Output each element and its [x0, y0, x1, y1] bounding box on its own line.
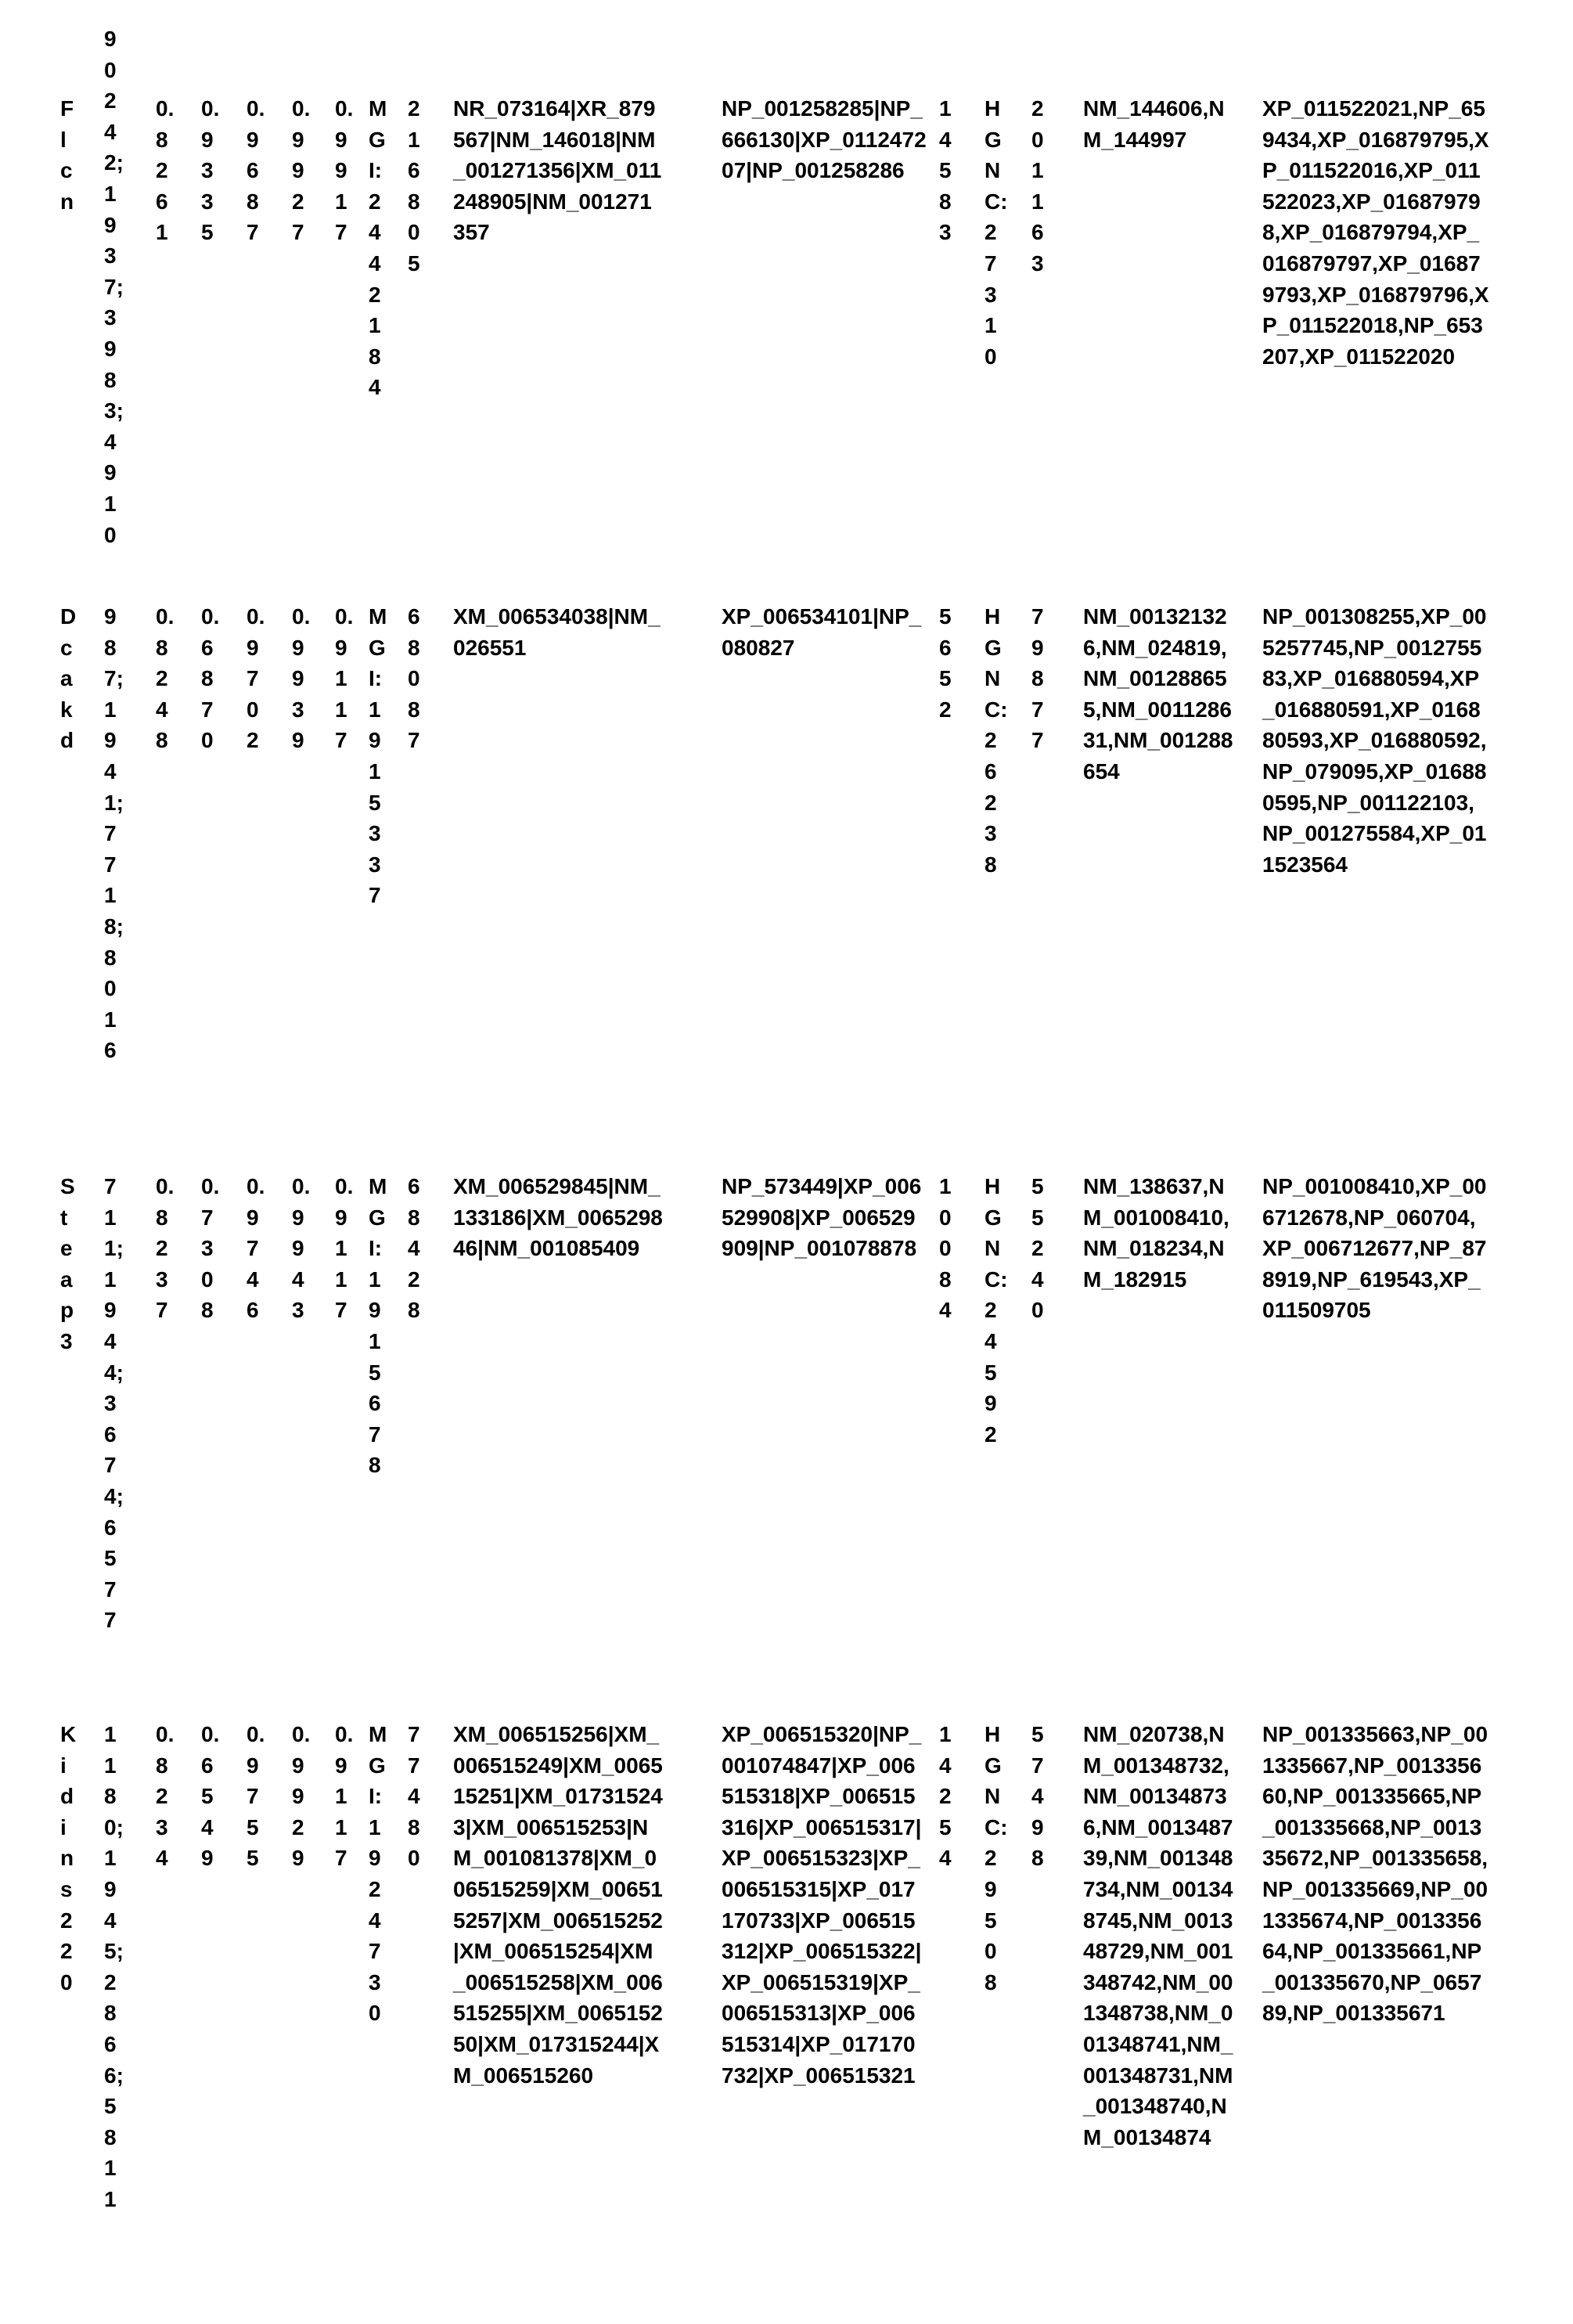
transcript-ids: XM_006515256|XM_006515249|XM_006515251|XM_017315243|XM_006515253|NM_001081378|XM_006515259|XM_006515257|XM_006515252|XM_006515254|XM_006515258|XM_006515255|XM_006515250|XM_017315244|XM_006515260 — [453, 1719, 663, 2091]
protein-ids: XP_006515320|NP_001074847|XP_006515318|XP_006515316|XP_006515317|XP_006515323|XP_006515315|XP_017170733|XP_006515312|XP_006515322|XP_006515319|XP_006515313|XP_006515314|XP_017170732|XP_006515321 — [722, 1719, 927, 2091]
human-gene-id: 57498 — [1031, 1719, 1041, 1874]
transcript-ids: XM_006534038|NM_026551 — [453, 601, 663, 663]
human-gene-id: 79877 — [1031, 601, 1041, 756]
gene-symbol: Flcn — [60, 93, 70, 217]
human-number: 14583 — [939, 93, 948, 248]
human-protein-ids: NP_001308255,XP_005257745,NP_001275583,XP_016880594,XP_016880591,XP_016880593,XP_016880592,NP_079095,XP_016880595,NP_001122103,NP_001275584,XP_011523564 — [1262, 601, 1489, 880]
score: 0.9117 — [335, 1171, 344, 1326]
gene-symbol: Kidins220 — [60, 1719, 70, 1998]
protein-ids: NP_001258285|NP_666130|XP_011247207|NP_001258286 — [722, 93, 927, 186]
gene-id: 68087 — [408, 601, 417, 756]
gene-symbol: Dcakd — [60, 601, 70, 756]
human-gene-id: 55240 — [1031, 1171, 1041, 1326]
score: 0.9746 — [247, 1171, 256, 1326]
score: 0.9335 — [201, 93, 211, 248]
mgi-id: MGI:1924730 — [369, 1719, 378, 2029]
human-number: 5652 — [939, 601, 948, 725]
score: 0.9943 — [292, 1171, 301, 1326]
score: 0.8237 — [156, 1171, 165, 1326]
score: 0.8261 — [156, 93, 165, 248]
loci-values: 987;1941;7718;8016 — [104, 601, 113, 1066]
gene-id: 216805 — [408, 93, 417, 279]
score: 0.9117 — [335, 601, 344, 756]
score: 0.8234 — [156, 1719, 165, 1874]
score: 0.9117 — [335, 1719, 344, 1874]
transcript-ids: XM_006529845|NM_133186|XM_006529846|NM_001085409 — [453, 1171, 663, 1264]
transcript-ids: NR_073164|XR_879567|NM_146018|NM_001271356|XM_011248905|NM_001271357 — [453, 93, 663, 248]
score: 0.9927 — [292, 93, 301, 248]
loci-values: 711;1944;3674;6577 — [104, 1171, 113, 1636]
human-transcript-ids: NM_020738,NM_001348732,NM_001348736,NM_001348739,NM_001348734,NM_001348745,NM_001348729,NM_001348742,NM_001348738,NM_001348741,NM_001348731,NM_001348740,NM_00134874 — [1083, 1719, 1236, 2153]
gene-id: 68428 — [408, 1171, 417, 1326]
human-protein-ids: NP_001335663,NP_001335667,NP_001335660,NP_001335665,NP_001335668,NP_001335672,NP_001335658,NP_001335669,NP_001335674,NP_001335664,NP_001335661,NP_001335670,NP_065789,NP_001335671 — [1262, 1719, 1489, 2029]
hgnc-id: HGNC:29508 — [984, 1719, 994, 1998]
human-number: 14254 — [939, 1719, 948, 1874]
human-transcript-ids: NM_001321326,NM_024819,NM_001288655,NM_001128631,NM_001288654 — [1083, 601, 1236, 787]
score: 0.9929 — [292, 1719, 301, 1874]
score: 0.9702 — [247, 601, 256, 756]
score: 0.6549 — [201, 1719, 211, 1874]
gene-symbol: Steap3 — [60, 1171, 70, 1357]
score: 0.9755 — [247, 1719, 256, 1874]
human-transcript-ids: NM_144606,NM_144997 — [1083, 93, 1236, 155]
score: 0.9939 — [292, 601, 301, 756]
human-transcript-ids: NM_138637,NM_001008410,NM_018234,NM_182915 — [1083, 1171, 1236, 1295]
mgi-id: MGI:1915337 — [369, 601, 378, 911]
hgnc-id: HGNC:24592 — [984, 1171, 994, 1450]
score: 0.7308 — [201, 1171, 211, 1326]
mgi-id: MGI:1915678 — [369, 1171, 378, 1481]
loci-values: 1180;1945;2866;5811 — [104, 1719, 113, 2215]
hgnc-id: HGNC:27310 — [984, 93, 994, 372]
loci-values: 90242;1937;3983;4910 — [104, 23, 113, 550]
score: 0.9687 — [247, 93, 256, 248]
protein-ids: XP_006534101|NP_080827 — [722, 601, 927, 663]
mgi-id: MGI:2442184 — [369, 93, 378, 403]
hgnc-id: HGNC:26238 — [984, 601, 994, 880]
human-number: 10084 — [939, 1171, 948, 1326]
score: 0.9917 — [335, 93, 344, 248]
score: 0.6870 — [201, 601, 211, 756]
human-protein-ids: NP_001008410,XP_006712678,NP_060704,XP_006712677,NP_878919,NP_619543,XP_011509705 — [1262, 1171, 1489, 1326]
protein-ids: NP_573449|XP_006529908|XP_006529909|NP_001078878 — [722, 1171, 927, 1264]
gene-id: 77480 — [408, 1719, 417, 1874]
human-protein-ids: XP_011522021,NP_659434,XP_016879795,XP_011522016,XP_011522023,XP_016879798,XP_016879794,XP_016879797,XP_016879793,XP_016879796,XP_011522018,NP_653207,XP_011522020 — [1262, 93, 1489, 372]
score: 0.8248 — [156, 601, 165, 756]
human-gene-id: 201163 — [1031, 93, 1041, 279]
